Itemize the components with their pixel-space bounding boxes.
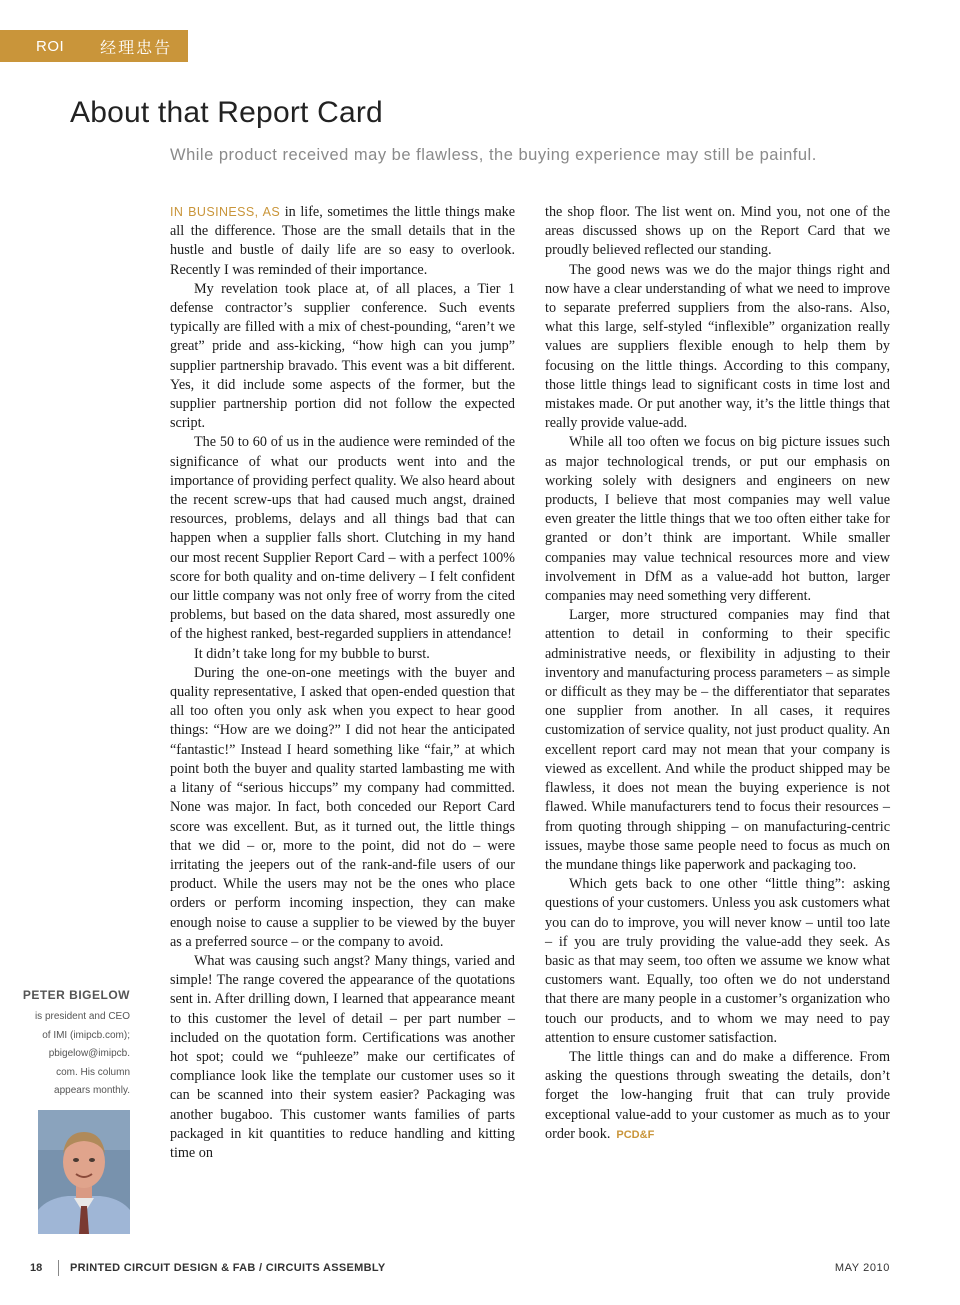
page-number: 18: [30, 1262, 43, 1274]
author-portrait-illustration: [38, 1110, 130, 1234]
article-subtitle: While product received may be flawless, the buying experience may still be painful.: [170, 146, 817, 164]
author-box: [20, 988, 130, 1101]
article-title: About that Report Card: [70, 96, 383, 129]
paragraph: The 50 to 60 of us in the audience were reminded of the significance of what our products went into and the importance of providing perfect quality. We also heard about the recent screw-ups that had caused much angst, drained resources, problems, delays and all things bad that can happen when a supplier falls short. Clutching in my hand our most recent Supplier Report Card – with a perfect 100% score for both quality and on-time delivery – I felt confident our little company was not only free of worry from the cited problems, but based on the data shared, most assuredly one of the highest ranked, best-regarded suppliers in attendance!: [170, 434, 515, 643]
right-column: [545, 203, 890, 1145]
paragraph: [170, 203, 515, 280]
publication-name: PRINTED CIRCUIT DESIGN & FAB / CIRCUITS ASSEMBLY: [70, 1262, 386, 1274]
author-bio-line: appears monthly.: [54, 1085, 130, 1096]
paragraph: What was causing such angst? Many things, varied and simple! The range covered the appearance of the quotations sent in. After drilling down, I learned that appearance meant to this customer the level of detail – per part number – included on the quotation form. Certifications was another hot spot; could we “puhleeze” make our certificates of compliance look like the template our customer uses so it can be scanned into their system easier? Packaging was another bugaboo. This customer wants families of parts packaged in kit quantities to reduce handling and kitting time on: [170, 952, 515, 1161]
end-mark: PCD&F: [616, 1128, 655, 1141]
author-bio-line: is president and CEO: [34, 1011, 130, 1022]
section-chinese-label: 经理忠告: [100, 39, 173, 57]
paragraph-text: The little things can and do make a difference. From asking the questions through sweating the details, don’t forget the low-hanging fruit that can truly provide exceptional value-add to your customer as much as to your order book.: [545, 1048, 890, 1142]
section-tab: [0, 30, 188, 62]
lead-in: IN BUSINESS, AS: [170, 205, 281, 219]
paragraph: While all too often we focus on big picture issues such as major technological trends, or put our emphasis on working solely with designers and engineers on new products, I believe that most companies may well value even greater the little things that we too often either take for granted or don’t think are important. While smaller companies may value technical resources more and view involvement in DfM as a value-add hot button, larger companies may need something very different.: [545, 434, 890, 605]
paragraph: [545, 1048, 890, 1145]
author-name: PETER BIGELOW: [22, 988, 130, 1002]
paragraph-text: in life, sometimes the little things make all the difference. Those are the small details that in the hustle and bustle of daily life are so easy to overlook. Recently I was reminded of their importance.: [170, 204, 516, 278]
left-column: [170, 203, 515, 1163]
author-bio-line: com. His column: [56, 1066, 130, 1078]
author-bio: [20, 1008, 130, 1101]
paragraph: During the one-on-one meetings with the buyer and quality representative, I asked that open-ended question that all too often you only ask when you expect to hear good things: “How are we doing?” I did not hear the anticipated “fantastic!” Instead I heard something like “fair,” at which point both the buyer and quality started lambasting me with a litany of “serious hiccups” my company had committed. None was major. In fact, both conceded our Report Card score was excellent. But, as it turned out, the little things that we did – or, more to the point, did not do – were irritating the jeepers out of the rank-and-file users of our product. While the users may not be the ones who place orders or perform incoming inspection, they can make enough noise to cause a supplier to be viewed by the buyer as a preferred source – or the company to avoid.: [170, 664, 515, 950]
page-footer: [30, 1262, 890, 1278]
author-bio-line: pbigelow@imipcb.: [48, 1048, 130, 1059]
paragraph: Larger, more structured companies may find that attention to detail in conforming to their specific administrative needs, or flexibility in adjusting to their inventory and manufacturing process parameters – as simple or difficult as they may be – the differentiator that separates one supplier from another. In all cases, it requires customization of service quality, not just product quality. An excellent report card may not mean that your company is viewed as excellent. And while the product shipped may be flawless, it does not mean the buying experience is not flawed. While manufacturers tend to focus their resources – from quoting through shipping – on manufacturing-centric issues, maybe those same people need to focus as much on the mundane things like paperwork and packaging too.: [545, 607, 890, 873]
footer-divider: [58, 1260, 59, 1276]
paragraph: Which gets back to one other “little thing”: asking questions of your customers. Unless you ask customers what you can do to improve, you will never know – until too late – if you are truly providing the value-add they seek. As basic as that may seem, too often we assume we know what customers want. Equally, too often we do not understand that there are many people in a customer’s organization who touch our products, and to whom we may need to pay attention to ensure customer satisfaction.: [545, 876, 890, 1046]
paragraph: the shop floor. The list went on. Mind you, not one of the areas discussed shows up on the Report Card that we proudly believed reflected our standing.: [545, 204, 890, 259]
author-bio-line: of IMI (imipcb.com);: [42, 1029, 130, 1041]
paragraph: My revelation took place at, of all places, a Tier 1 defense contractor’s supplier conference. Such events typically are filled with a mix of chest-pounding, “aren’t we great” pride and ass-kicking, “how high can you jump” supplier partnership bravado. This event was a bit different. Yes, it did include some aspects of the former, but the supplier partnership portion did not follow the expected script.: [170, 280, 515, 432]
author-photo: [38, 1110, 130, 1234]
issue-date: MAY 2010: [834, 1262, 890, 1274]
paragraph: It didn’t take long for my bubble to burst.: [194, 645, 430, 662]
paragraph: The good news was we do the major things right and now have a clear understanding of what we need to improve to separate preferred suppliers from the also-rans. Also, what this large, self-styled “inflexible” organization really values are suppliers flexible enough to help them by focusing on the little things. According to this company, those little things lead to significant costs in time lost and mistakes made. Or put another way, it’s the little things that really provide value-add.: [545, 261, 890, 432]
section-label: ROI: [36, 37, 65, 55]
